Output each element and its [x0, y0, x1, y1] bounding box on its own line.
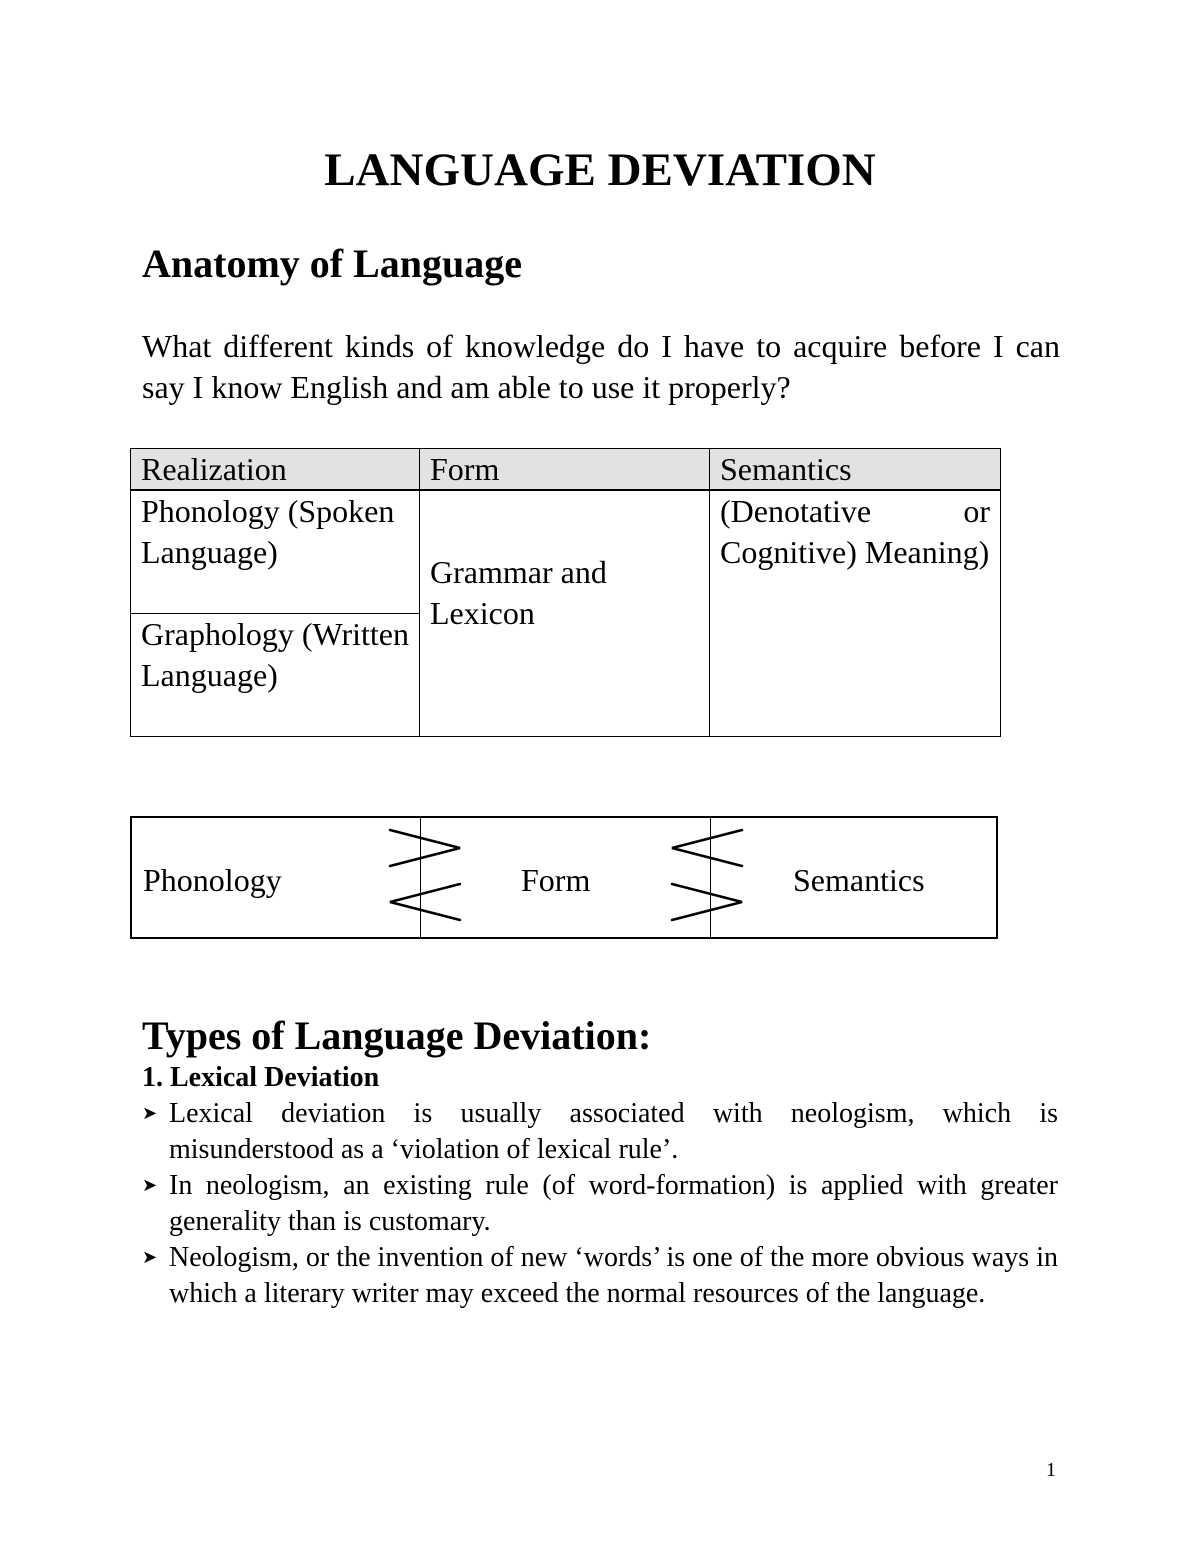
anatomy-table-row: [131, 490, 1001, 614]
header-realization: Realization: [131, 449, 420, 491]
section-heading-types: Types of Language Deviation:: [142, 1013, 652, 1058]
cell-phonology: Phonology (Spoken Language): [131, 490, 420, 614]
list-item: [142, 1096, 1058, 1168]
list-item: [142, 1240, 1058, 1312]
relation-phonology: Phonology: [143, 862, 282, 898]
relation-diagram-table: [130, 816, 998, 939]
relation-form: Form: [521, 862, 591, 898]
page-number: 1: [1046, 1459, 1056, 1481]
header-semantics: Semantics: [710, 449, 1001, 491]
list-item: [142, 1168, 1058, 1240]
intro-question: What different kinds of knowledge do I have to acquire before I can say I know English and am able to use it properly?: [142, 328, 1060, 405]
arrowhead-bullet-icon: ➤: [142, 1103, 158, 1124]
arrow-right-icon: [390, 830, 460, 866]
relation-semantics: Semantics: [793, 862, 925, 898]
cell-graphology: Graphology (Written Language): [131, 614, 420, 737]
document-title: LANGUAGE DEVIATION: [324, 144, 876, 196]
header-form: Form: [420, 449, 710, 491]
arrow-left-icon: [672, 830, 742, 866]
list-item-text: Neologism, or the invention of new ‘words’ is one of the more obvious ways in which a literary writer may exceed the normal resources of the language.: [169, 1242, 1058, 1309]
arrowhead-bullet-icon: ➤: [142, 1175, 158, 1196]
arrow-left-icon: [390, 884, 460, 920]
double-arrow-icon: [132, 818, 1000, 941]
section-heading-anatomy: Anatomy of Language: [142, 241, 523, 286]
anatomy-table: [130, 448, 1001, 737]
subheading-lexical-deviation: 1. Lexical Deviation: [142, 1062, 380, 1093]
lexical-deviation-list: [142, 1096, 1058, 1312]
arrowhead-bullet-icon: ➤: [142, 1247, 158, 1268]
cell-form: Grammar and Lexicon: [420, 490, 710, 737]
arrow-right-icon: [672, 884, 742, 920]
list-item-text: Lexical deviation is usually associated with neologism, which is misunderstood as a ‘violation of lexical rule’.: [169, 1098, 1058, 1165]
anatomy-table-header-row: [131, 449, 1001, 491]
list-item-text: In neologism, an existing rule (of word-formation) is applied with greater generality than is customary.: [169, 1170, 1058, 1237]
cell-semantics: (Denotative or Cognitive) Meaning): [710, 490, 1001, 737]
